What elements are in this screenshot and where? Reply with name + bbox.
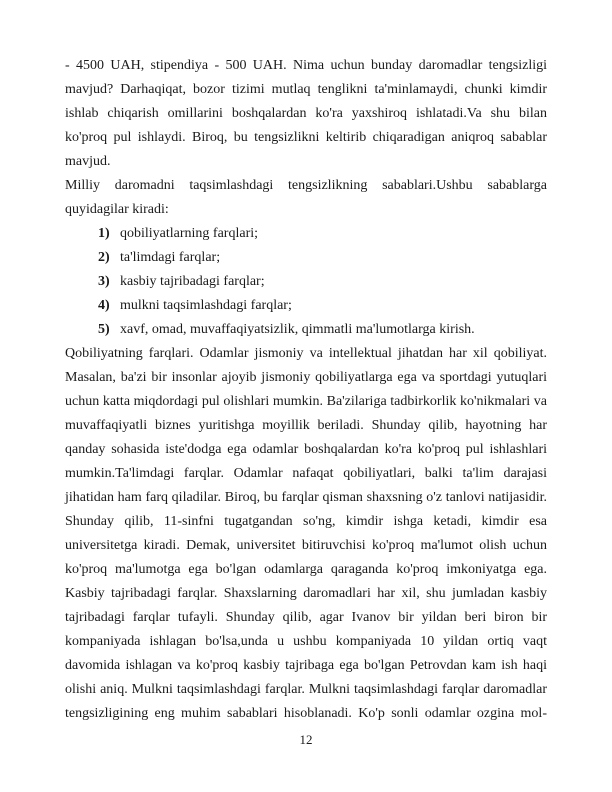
text-line — [65, 702, 547, 726]
line-text: ko'proq pul ishlaydi. Biroq, bu tengsizlikni keltirib chiqaradigan aniqroq sabablar — [65, 130, 547, 145]
paragraph-3 — [65, 342, 547, 726]
text-line — [65, 78, 547, 102]
text-line — [65, 54, 547, 78]
text-line — [65, 606, 547, 630]
list-item-text: kasbiy tajribadagi farqlar; — [120, 274, 265, 289]
line-text: olishi aniq. Mulkni taqsimlashdagi farqlar. Mulkni taqsimlashdagi farqlar daromadlar — [65, 682, 547, 697]
text-line — [65, 630, 547, 654]
line-text: jihatidan ham farq qiladilar. Biroq, bu farqlar qisman shaxsning o'z tanlovi natijasidir. — [65, 490, 547, 505]
text-line — [65, 438, 547, 462]
line-text: mavjud. — [65, 154, 111, 169]
text-line — [65, 510, 547, 534]
text-line — [65, 414, 547, 438]
line-text: qanday sohasida iste'dodga ega odamlar boshqalardan ko'ra ko'proq pul ishlashlari — [65, 442, 547, 457]
line-text: uchun katta miqdordagi pul olishlari mumkin. Ba'zilariga tadbirkorlik ko'nikmalari va — [65, 394, 547, 409]
text-line — [65, 462, 547, 486]
text-line — [65, 486, 547, 510]
text-line — [65, 126, 547, 150]
text-line — [65, 390, 547, 414]
text-line — [65, 102, 547, 126]
line-text: universitetga kiradi. Demak, universitet bitiruvchisi ko'proq ma'lumot olish uchun — [65, 538, 547, 553]
list-item — [65, 270, 547, 294]
line-text: kompaniyada ishlagan bo'lsa,unda u ushbu kompaniyada 10 yildan ortiq vaqt — [65, 634, 547, 649]
text-line — [65, 342, 547, 366]
line-text: tengsizligining eng muhim sabablari hisoblanadi. Ko'p sonli odamlar ozgina mol- — [65, 706, 547, 721]
line-text: - 4500 UAH, stipendiya - 500 UAH. Nima uchun bunday daromadlar tengsizligi — [65, 58, 547, 73]
list-item-text: xavf, omad, muvaffaqiyatsizlik, qimmatli ma'lumotlarga kirish. — [120, 322, 475, 337]
paragraph-2 — [65, 174, 547, 222]
text-line — [65, 366, 547, 390]
page-number: 12 — [299, 732, 313, 747]
line-text: ko'proq ma'lumotga ega bo'lgan odamlarga qaraganda ko'proq imkoniyatga ega. — [65, 562, 547, 577]
line-text: mavjud? Darhaqiqat, bozor tizimi mutlaq tenglikni ta'minlamaydi, chunki kimdir — [65, 82, 547, 97]
list-item — [65, 222, 547, 246]
line-text: Qobiliyatning farqlari. Odamlar jismoniy va intellektual jihatdan har xil qobiliyat. — [65, 346, 547, 361]
line-text: Shunday qilib, 11-sinfni tugatgandan so'ng, kimdir ishga ketadi, kimdir esa — [65, 514, 547, 529]
list-item-number: 4) — [98, 298, 110, 313]
list-item-text: mulkni taqsimlashdagi farqlar; — [120, 298, 292, 313]
line-text: muvaffaqiyatli biznes yuritishga moyillik beriladi. Shunday qilib, hayotning har — [65, 418, 547, 433]
numbered-list — [65, 222, 547, 342]
text-line — [65, 582, 547, 606]
list-item-number: 5) — [98, 322, 110, 337]
list-item — [65, 294, 547, 318]
paragraph-1 — [65, 54, 547, 174]
line-text: ishlab chiqarish omillarini boshqalardan ko'ra yaxshiroq ishlatadi.Va shu bilan — [65, 106, 547, 121]
list-item-number: 3) — [98, 274, 110, 289]
line-text: mumkin.Ta'limdagi farqlar. Odamlar nafaqat qobiliyatlari, balki ta'lim darajasi — [65, 466, 547, 481]
text-line — [65, 150, 547, 174]
line-text: tajribadagi farqlar tufayli. Shunday qilib, agar Ivanov bir yildan beri biron bir — [65, 610, 547, 625]
list-item-text: qobiliyatlarning farqlari; — [120, 226, 259, 241]
line-text: Milliy daromadni taqsimlashdagi tengsizlikning sabablari.Ushbu sabablarga — [65, 178, 547, 193]
text-line — [65, 534, 547, 558]
line-text: quyidagilar kiradi: — [65, 202, 169, 217]
line-text: Masalan, ba'zi bir insonlar ajoyib jismoniy qobiliyatlarga ega va sportdagi yutuqlari — [65, 370, 547, 385]
text-line — [65, 174, 547, 198]
list-item-number: 2) — [98, 250, 110, 265]
list-item-text: ta'limdagi farqlar; — [120, 250, 221, 265]
list-item-number: 1) — [98, 226, 110, 241]
list-item — [65, 318, 547, 342]
text-line — [65, 198, 547, 222]
line-text: davomida ishlagan va ko'proq kasbiy tajribaga ega bo'lgan Petrovdan kam ish haqi — [65, 658, 547, 673]
text-line — [65, 558, 547, 582]
text-line — [65, 654, 547, 678]
list-item — [65, 246, 547, 270]
text-line — [65, 678, 547, 702]
line-text: Kasbiy tajribadagi farqlar. Shaxslarning daromadlari har xil, shu jumladan kasbiy — [65, 586, 547, 601]
